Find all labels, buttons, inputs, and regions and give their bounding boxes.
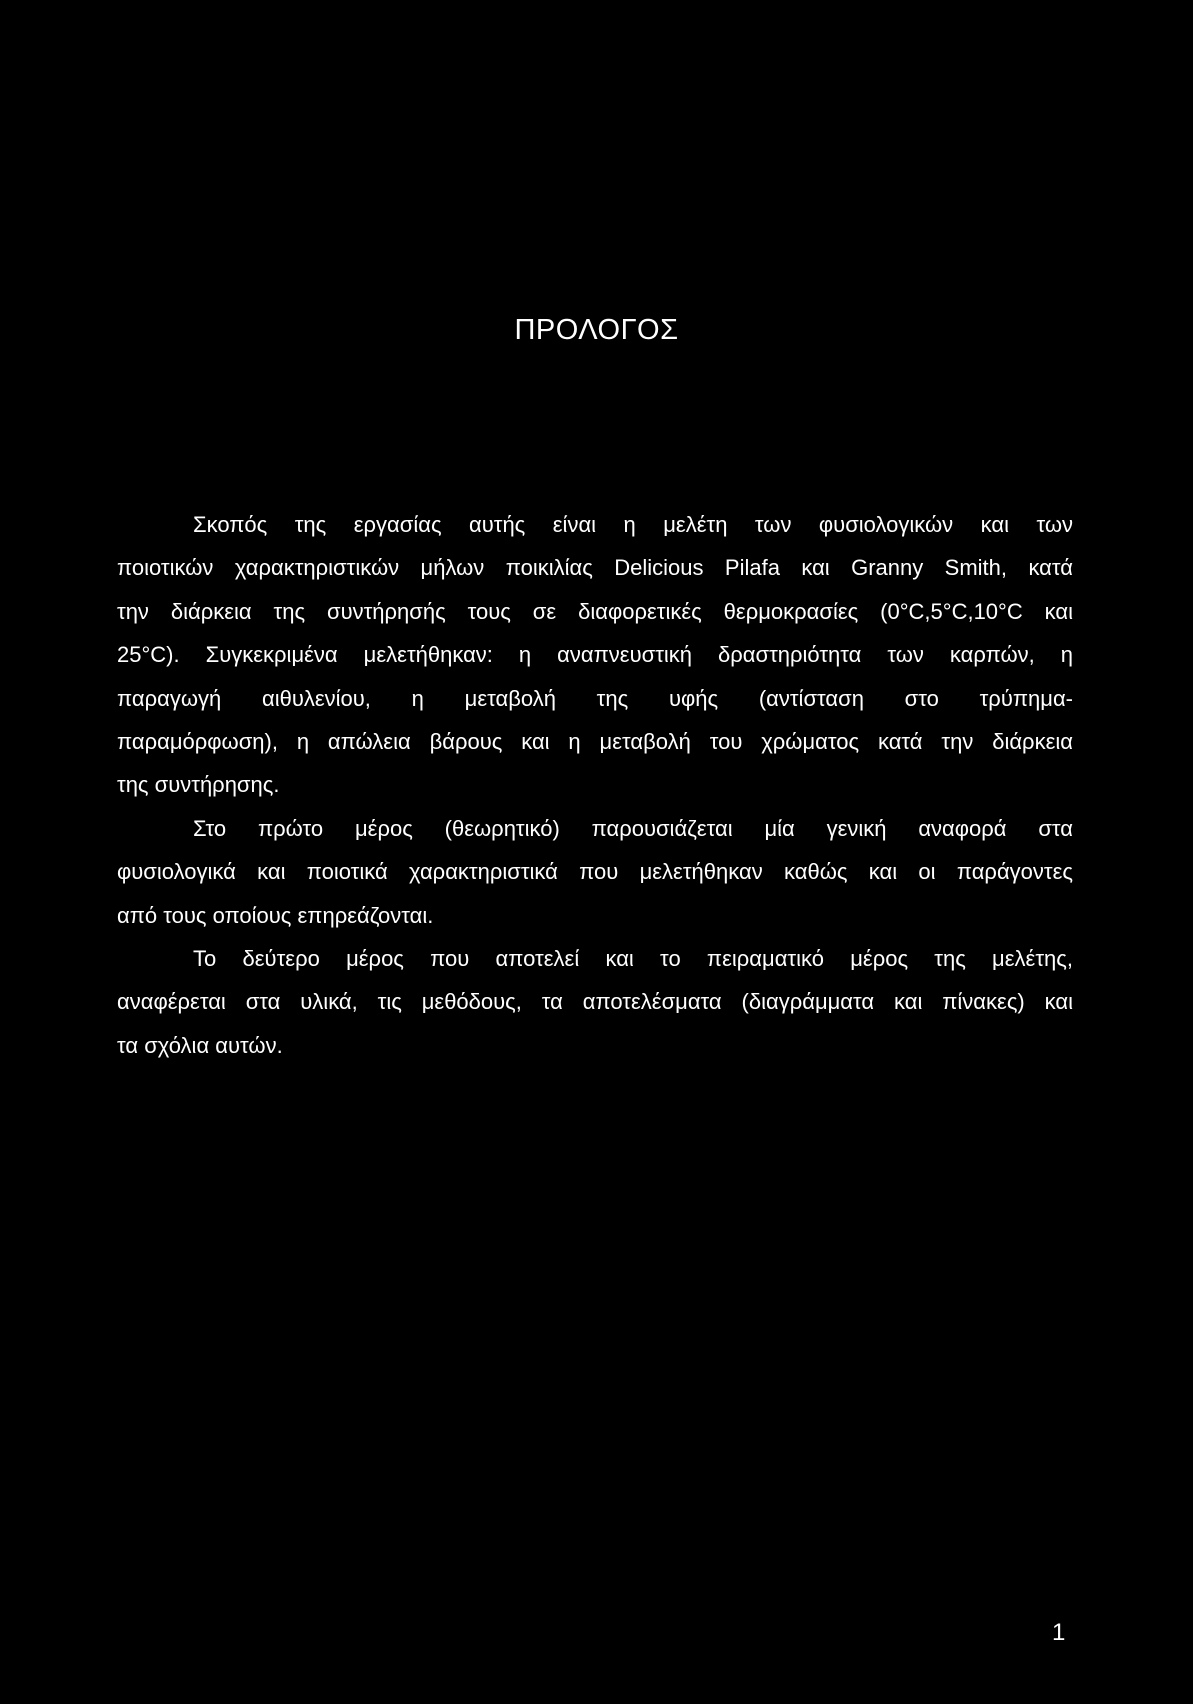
- paragraph-scope: [117, 503, 1073, 807]
- page-title: ΠΡΟΛΟΓΟΣ: [514, 314, 679, 346]
- text-line: της συντήρησης.: [117, 772, 280, 798]
- text-line: παραμόρφωση), η απώλεια βάρους και η μεταβολή του χρώματος κατά την διάρκεια: [117, 728, 1073, 754]
- text-line: αναφέρεται στα υλικά, τις μεθόδους, τα αποτελέσματα (διαγράμματα και πίνακες) και: [117, 989, 1073, 1015]
- text-line: παραγωγή αιθυλενίου, η μεταβολή της υφής (αντίσταση στο τρύπημα-: [117, 685, 1073, 711]
- text-line: 25°C). Συγκεκριμένα μελετήθηκαν: η αναπνευστική δραστηριότητα των καρπών, η: [117, 642, 1073, 668]
- text-line: Το δεύτερο μέρος που αποτελεί και το πειραματικό μέρος της μελέτης,: [193, 945, 1073, 971]
- text-line: την διάρκεια της συντήρησής τους σε διαφορετικές θερμοκρασίες (0°C,5°C,10°C και: [117, 598, 1073, 624]
- paragraph-second-part: [117, 937, 1073, 1067]
- text-line: Σκοπός της εργασίας αυτής είναι η μελέτη των φυσιολογικών και των: [193, 512, 1073, 537]
- text-line: φυσιολογικά και ποιοτικά χαρακτηριστικά που μελετήθηκαν καθώς και οι παράγοντες: [117, 859, 1073, 885]
- text-line: Στο πρώτο μέρος (θεωρητικό) παρουσιάζεται μία γενική αναφορά στα: [193, 815, 1073, 841]
- page-number: 1: [1052, 1619, 1066, 1646]
- prologue-body: [117, 503, 1073, 1067]
- text-line: ποιοτικών χαρακτηριστικών μήλων ποικιλίας Delicious Pilafa και Granny Smith, κατά: [117, 555, 1073, 581]
- text-line: από τους οποίους επηρεάζονται.: [117, 902, 434, 928]
- text-line: τα σχόλια αυτών.: [117, 1032, 283, 1058]
- paragraph-first-part: [117, 807, 1073, 937]
